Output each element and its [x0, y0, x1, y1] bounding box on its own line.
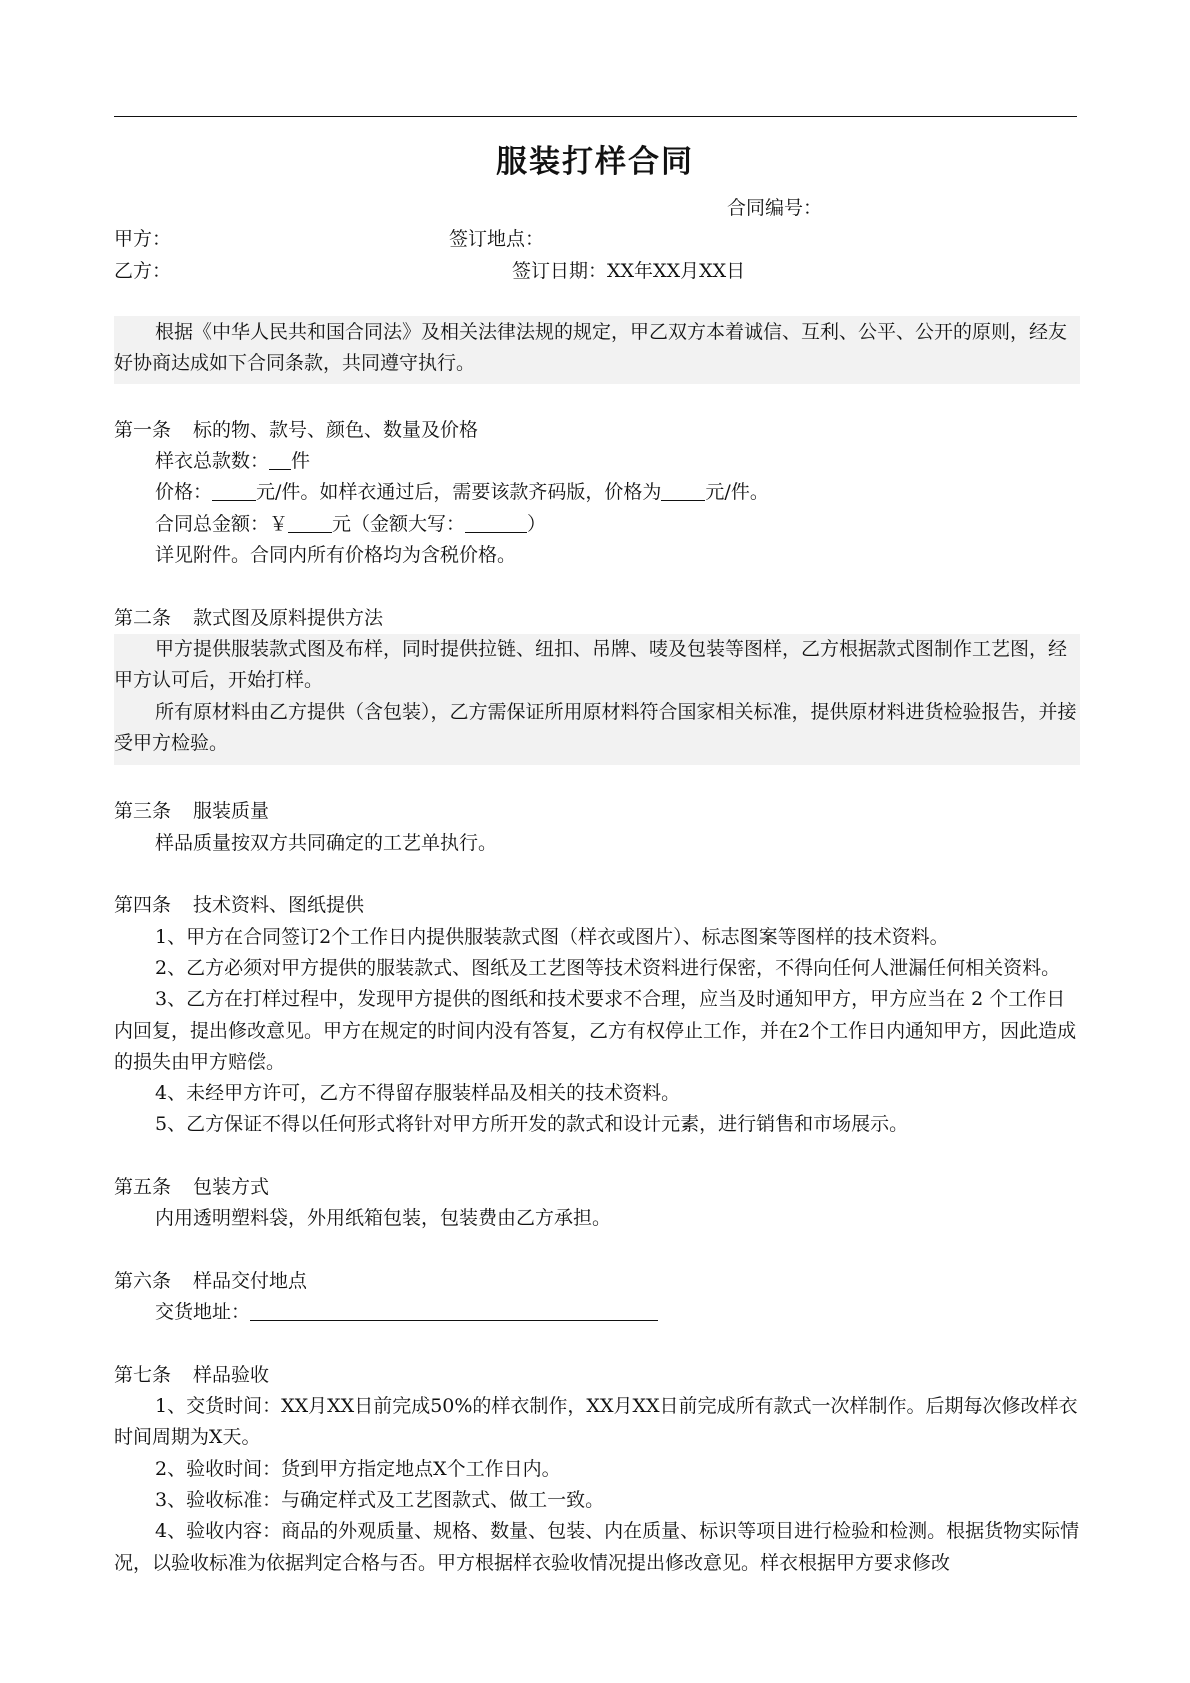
article-7-item: 1、交货时间：XX月XX日前完成50%的样衣制作，XX月XX日前完成所有款式一次样制作。后期每次修改样衣时间周期为X天。	[114, 1395, 1078, 1449]
article-5-number: 第五条	[114, 1176, 172, 1199]
article-4-item: 2、乙方必须对甲方提供的服装款式、图纸及工艺图等技术资料进行保密，不得向任何人泄漏任何相关资料。	[155, 956, 1061, 979]
article-4-item: 1、甲方在合同签订2个工作日内提供服装款式图（样衣或图片）、标志图案等图样的技术资料。	[155, 925, 949, 948]
contract-number-label: 合同编号：	[727, 197, 823, 219]
article-3-number: 第三条	[114, 800, 172, 823]
article-4-number: 第四条	[114, 894, 172, 917]
sign-date: 签订日期：XX年XX月XX日	[512, 260, 746, 282]
article-7-item: 3、验收标准：与确定样式及工艺图款式、做工一致。	[155, 1488, 605, 1511]
article-6-heading	[114, 1266, 1080, 1297]
article-1-title: 标的物、款号、颜色、数量及价格	[193, 418, 479, 441]
article-5-paragraph: 内用透明塑料袋，外用纸箱包装，包装费由乙方承担。	[155, 1207, 612, 1230]
header-rule	[114, 116, 1077, 117]
price-note: 详见附件。合同内所有价格均为含税价格。	[155, 544, 517, 567]
article-2-paragraph-1: 甲方提供服装款式图及布样，同时提供拉链、纽扣、吊牌、唛及包装等图样，乙方根据款式图制作工艺图，经甲方认可后，开始打样。	[114, 637, 1068, 692]
sign-place-label: 签订地点：	[449, 228, 545, 250]
article-2-title: 款式图及原料提供方法	[193, 606, 384, 629]
document-title: 服装打样合同	[496, 144, 694, 180]
article-7-item: 2、验收时间：货到甲方指定地点X个工作日内。	[155, 1457, 561, 1480]
sample-count-line: 样衣总款数： 件	[155, 450, 311, 473]
total-amount-blank	[288, 512, 332, 533]
preamble-block	[114, 316, 1080, 384]
price-line: 价格： 元/件。如样衣通过后，需要该款齐码版，价格为 元/件。	[155, 481, 769, 504]
article-2-paragraph-2: 所有原材料由乙方提供（含包装），乙方需保证所用原材料符合国家相关标准，提供原材料进货检验报告，并接受甲方检验。	[114, 700, 1077, 754]
article-1-number: 第一条	[114, 418, 172, 441]
sample-count-blank	[269, 449, 291, 470]
article-7-item: 4、验收内容：商品的外观质量、规格、数量、包装、内在质量、标识等项目进行检验和检测。根据货物实际情况，以验收标准为依据判定合格与否。甲方根据样衣验收情况提出修改意见。样衣根据甲方要求修改	[114, 1520, 1080, 1574]
article-1-heading	[114, 415, 1080, 446]
article-6-number: 第六条	[114, 1269, 172, 1292]
article-3-title: 服装质量	[193, 800, 270, 823]
article-6-title: 样品交付地点	[193, 1269, 308, 1292]
article-7-heading	[114, 1360, 1080, 1391]
unit-price-blank	[212, 480, 256, 501]
article-5-heading	[114, 1172, 1080, 1203]
amount-in-words-blank	[465, 512, 527, 533]
delivery-address-label: 交货地址：	[155, 1301, 251, 1324]
article-5-title: 包装方式	[193, 1176, 270, 1199]
article-4-item: 3、乙方在打样过程中，发现甲方提供的图纸和技术要求不合理，应当及时通知甲方，甲方应当在 2 个工作日内回复，提出修改意见。甲方在规定的时间内没有答复，乙方有权停止工作，并在2个工作日内通知甲方，因此造成的损失由甲方赔偿。	[114, 988, 1077, 1073]
article-2-heading	[114, 603, 1080, 634]
article-3-heading	[114, 796, 1080, 827]
full-size-price-blank	[661, 480, 705, 501]
article-3-paragraph: 样品质量按双方共同确定的工艺单执行。	[155, 831, 498, 854]
party-a-label: 甲方：	[114, 228, 172, 250]
total-amount-line: 合同总金额：￥ 元（金额大写： ）	[155, 512, 547, 535]
preamble: 根据《中华人民共和国合同法》及相关法律法规的规定，甲乙双方本着诚信、互利、公平、公开的原则，经友好协商达成如下合同条款，共同遵守执行。	[114, 321, 1068, 375]
article-4-item: 4、未经甲方许可，乙方不得留存服装样品及相关的技术资料。	[155, 1082, 681, 1105]
delivery-address-line	[114, 1297, 1080, 1328]
article-7-title: 样品验收	[193, 1363, 270, 1386]
delivery-address-blank	[250, 1300, 658, 1321]
article-4-heading	[114, 890, 1080, 921]
party-b-label: 乙方：	[114, 260, 172, 282]
article-4-item: 5、乙方保证不得以任何形式将针对甲方所开发的款式和设计元素，进行销售和市场展示。	[155, 1113, 909, 1136]
article-7-number: 第七条	[114, 1363, 172, 1386]
article-2-number: 第二条	[114, 606, 172, 629]
contract-body	[114, 316, 1080, 1579]
article-4-title: 技术资料、图纸提供	[193, 894, 365, 917]
article-2-block	[114, 634, 1080, 765]
